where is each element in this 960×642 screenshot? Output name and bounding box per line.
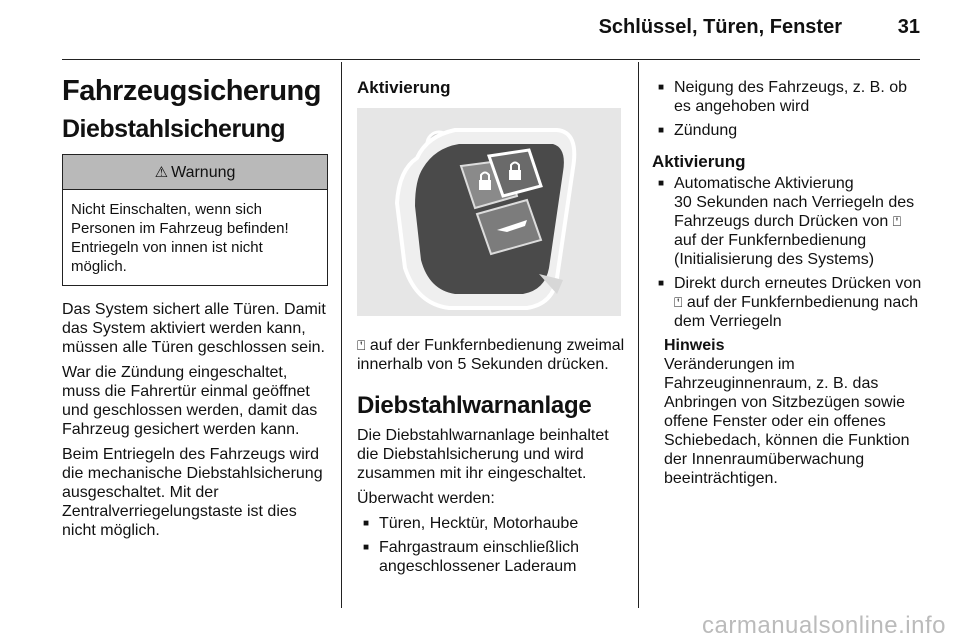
bullet-icon: ■ [658, 178, 665, 189]
column-right [652, 68, 924, 494]
note-text: Veränderungen im Fahrzeuginnenraum, z. B. das Anbringen von Sitzbezügen sowie offene Fenster oder ein offenes Schiebedach, können die Funktion der Innenraumüberwachung beeinträchtigen. [664, 356, 910, 487]
note-box [664, 336, 924, 488]
bullet-icon: ■ [658, 125, 665, 136]
column-divider-1 [341, 62, 342, 608]
bullet-icon: ■ [363, 518, 370, 529]
note-label: Hinweis [664, 337, 725, 354]
page-header-title: Schlüssel, Türen, Fenster [598, 16, 842, 38]
paragraph: Überwacht werden: [357, 490, 495, 507]
list-item: ■ Zündung [658, 122, 738, 139]
lock-button-icon: ⍞ [674, 294, 683, 310]
lock-button-icon: ⍞ [892, 213, 902, 229]
column-middle [357, 68, 625, 581]
car-key-fob-icon [357, 108, 621, 316]
column-divider-2 [638, 62, 639, 608]
paragraph: War die Zündung eingeschaltet, muss die Fahrertür einmal geöffnet und geschlossen werden, damit das Fahrzeug gesichert werden kann. [62, 364, 318, 438]
watermark: carmanualsonline.info [702, 612, 946, 639]
instruction-text: ⍞ auf der Funkfernbedienung zweimal innerhalb von 5 Sekunden drücken. [357, 337, 625, 373]
section-heading: Diebstahlwarnanlage [357, 392, 592, 419]
list-item-title: Automatische Aktivierung [674, 175, 854, 192]
list-item: ■ Automatische Aktivierung 30 Sekunden nach Verriegeln des Fahrzeugs durch Drücken von ⍞ auf der Funkfernbedienung (Initialisierung des Systems) [658, 175, 915, 268]
bullet-icon: ■ [658, 82, 665, 93]
subsection-heading: Diebstahlsicherung [62, 115, 285, 143]
warning-text: Nicht Einschalten, wenn sich Personen im Fahrzeug befinden! Entriegeln von innen ist nicht möglich. [71, 201, 289, 275]
warning-triangle-icon: ⚠ [154, 163, 169, 181]
list-item: ■ Neigung des Fahrzeugs, z. B. ob es angehoben wird [658, 79, 908, 115]
subsection-heading: Aktivierung [652, 152, 746, 171]
warning-title: Warnung [171, 163, 236, 181]
warning-header [63, 155, 327, 190]
page-number: 31 [897, 16, 920, 38]
list-item: ■ Türen, Hecktür, Motorhaube [363, 515, 579, 532]
bullet-icon: ■ [658, 278, 665, 289]
section-heading: Fahrzeugsicherung [62, 75, 321, 107]
warning-box [62, 154, 328, 286]
list-item: ■ Fahrgastraum einschließlich angeschlossener Laderaum [363, 539, 580, 575]
paragraph: Die Diebstahlwarnanlage beinhaltet die Diebstahlsicherung und wird zusammen mit ihr eingeschaltet. [357, 427, 609, 482]
header-rule [62, 59, 920, 60]
lock-button-icon: ⍞ [357, 337, 366, 353]
paragraph: Beim Entriegeln des Fahrzeugs wird die mechanische Diebstahlsicherung ausgeschaltet. Mit der Zentralverriegelungstaste ist dies nicht möglich. [62, 446, 323, 539]
subsection-heading: Aktivierung [357, 78, 451, 97]
bullet-icon: ■ [363, 542, 370, 553]
key-fob-figure [357, 108, 621, 316]
paragraph: Das System sichert alle Türen. Damit das System aktiviert werden kann, müssen alle Türen geschlossen sein. [62, 301, 326, 356]
list-item: ■ Direkt durch erneutes Drücken von ⍞ auf der Funkfernbedienung nach dem Verriegeln [658, 275, 922, 330]
column-left [62, 68, 328, 546]
